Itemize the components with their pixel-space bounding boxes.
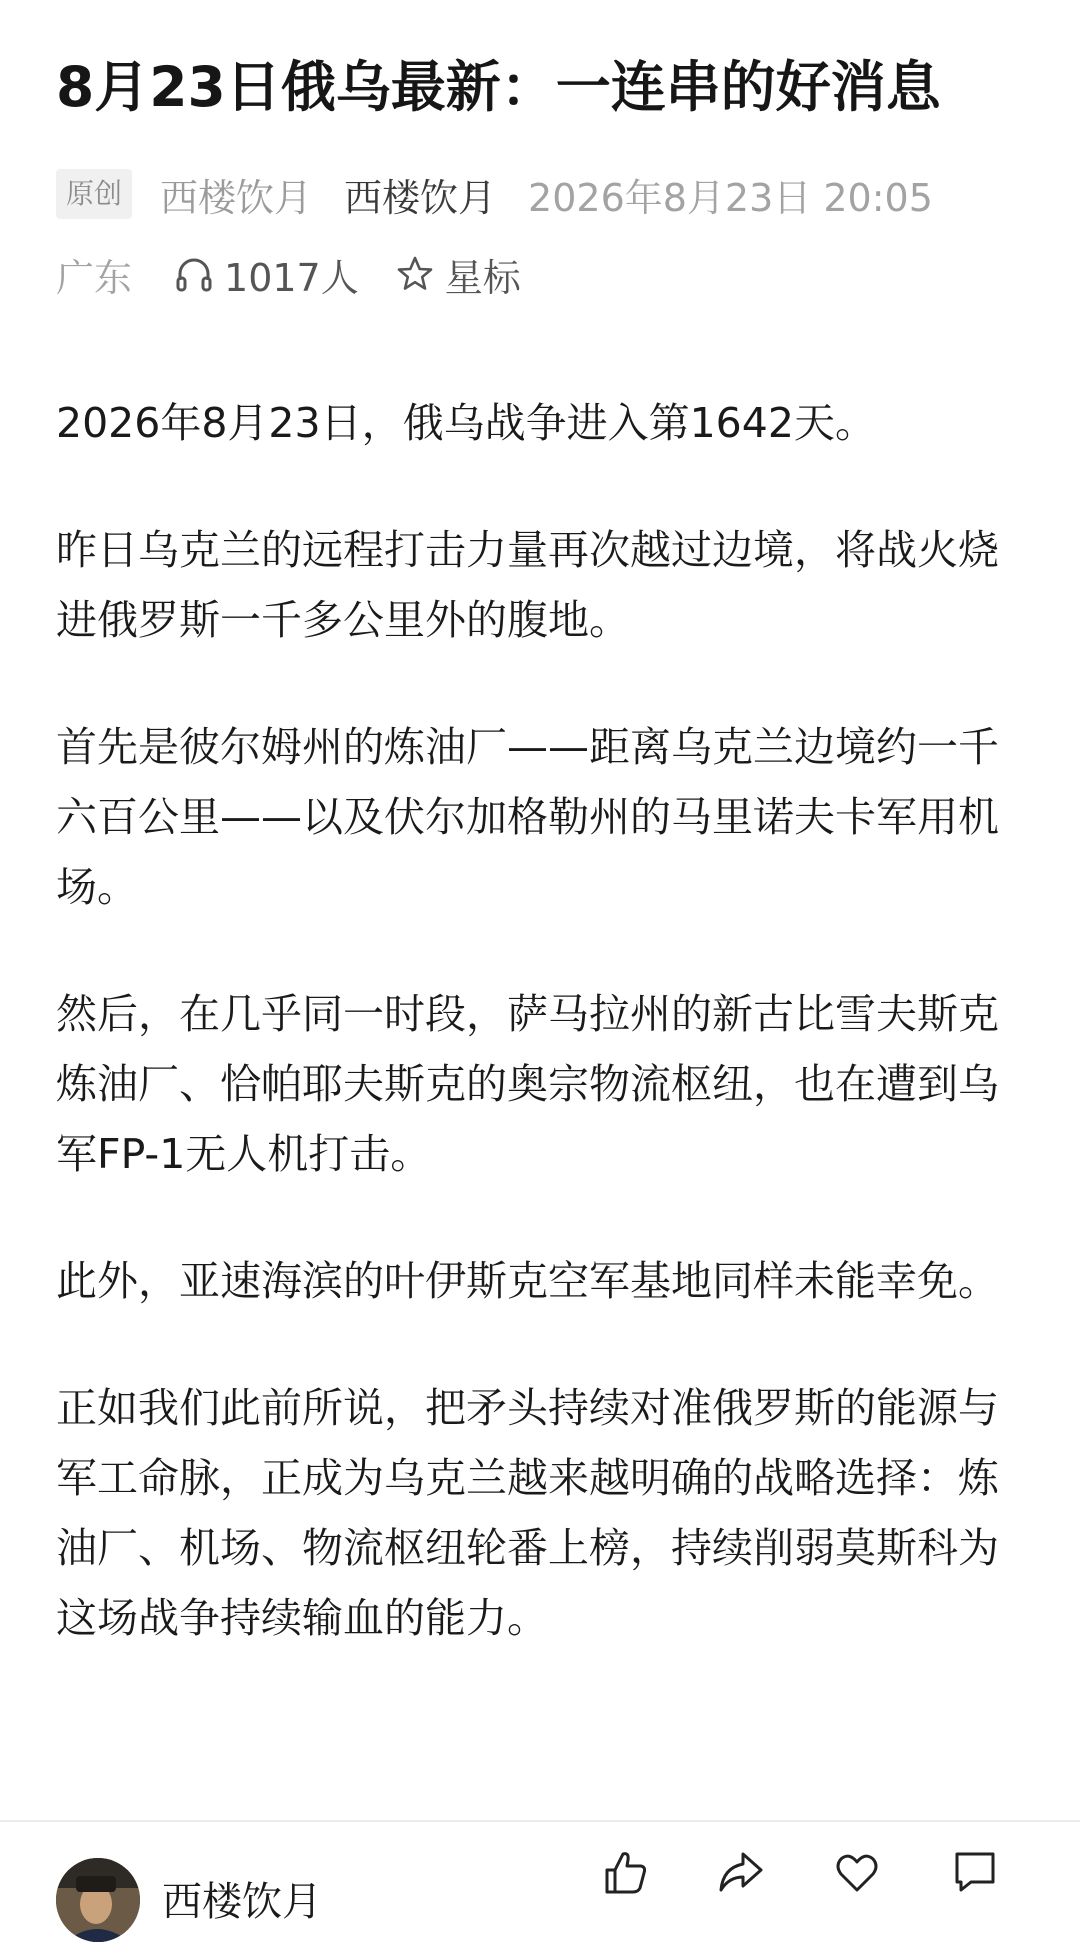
- headphones-icon: [174, 254, 214, 294]
- avatar[interactable]: [56, 1858, 140, 1942]
- paragraph: 此外，亚速海滨的叶伊斯克空军基地同样未能幸免。: [56, 1257, 999, 1305]
- share-icon: [715, 1846, 767, 1898]
- paragraph: 然后，在几乎同一时段，萨马拉州的新古比雪夫斯克炼油厂、恰帕耶夫斯克的奥宗物流枢纽，也在遭到乌军FP-1无人机打击。: [56, 990, 999, 1178]
- article-body: [56, 388, 1036, 1710]
- meta-row: [56, 166, 933, 222]
- favorite-button[interactable]: [812, 1846, 902, 1926]
- star-icon: [395, 254, 435, 294]
- share-button[interactable]: [696, 1846, 786, 1926]
- location: 广东: [56, 255, 133, 300]
- paragraph: 昨日乌克兰的远程打击力量再次越过边境，将战火烧进俄罗斯一千多公里外的腹地。: [56, 526, 999, 644]
- footer-bar: [0, 1840, 1080, 1925]
- author-link[interactable]: 西楼饮月: [344, 175, 497, 220]
- paragraph: 2026年8月23日，俄乌战争进入第1642天。: [56, 399, 876, 447]
- like-button[interactable]: [580, 1846, 670, 1926]
- star-button[interactable]: [395, 247, 521, 302]
- comment-icon: [949, 1846, 1001, 1898]
- article-title: 8月23日俄乌最新：一连串的好消息: [56, 55, 941, 119]
- meta-row-secondary: [56, 248, 521, 300]
- listen-button[interactable]: [174, 247, 359, 302]
- listener-count: 1017人: [224, 255, 359, 300]
- source-name[interactable]: 西楼饮月: [160, 175, 313, 220]
- footer-author-name[interactable]: 西楼饮月: [162, 1879, 322, 1925]
- publish-time: 2026年8月23日 20:05: [528, 175, 933, 220]
- star-label: 星标: [444, 255, 521, 300]
- comment-button[interactable]: [930, 1846, 1020, 1926]
- avatar-image: [56, 1858, 140, 1942]
- paragraph: 首先是彼尔姆州的炼油厂——距离乌克兰边境约一千六百公里——以及伏尔加格勒州的马里诺夫卡军用机场。: [56, 723, 999, 911]
- paragraph: 正如我们此前所说，把矛头持续对准俄罗斯的能源与军工命脉，正成为乌克兰越来越明确的战略选择：炼油厂、机场、物流枢纽轮番上榜，持续削弱莫斯科为这场战争持续输血的能力。: [56, 1384, 999, 1642]
- divider: [0, 1820, 1080, 1822]
- heart-icon: [831, 1846, 883, 1898]
- like-icon: [599, 1846, 651, 1898]
- original-badge: 原创: [56, 169, 132, 219]
